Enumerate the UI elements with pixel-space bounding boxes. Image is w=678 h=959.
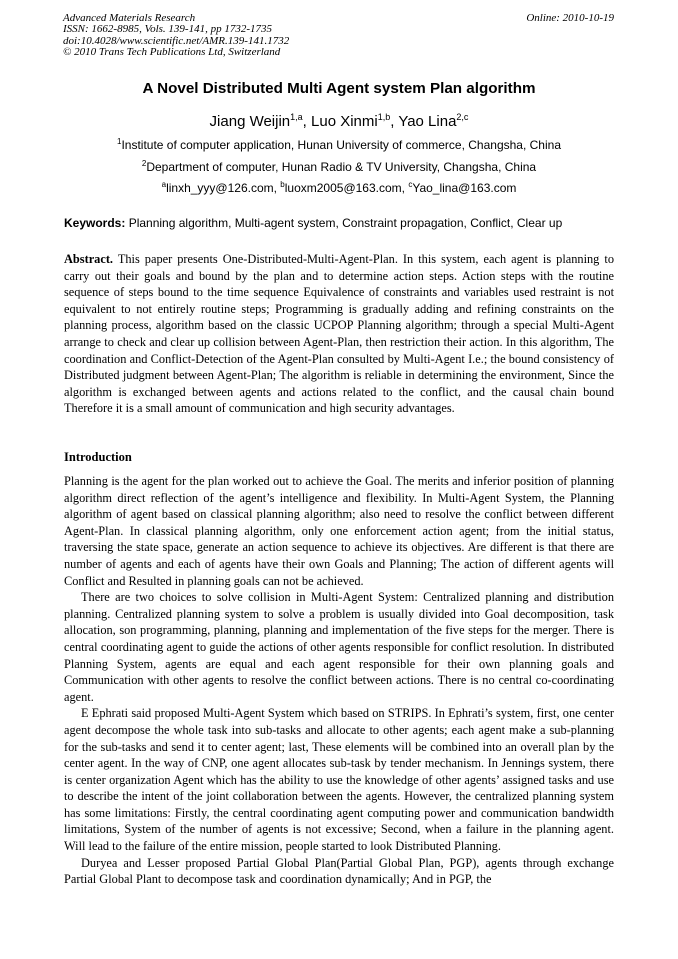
- email-mark: c: [408, 180, 413, 189]
- intro-paragraph-1: Planning is the agent for the plan worked out to achieve the Goal. The merits and inferior position of planning algorithm direct reflection of the agent’s intelligence and flexibility. In Multi-Agent System, the Planning algorithm of agent based on classical planning algorithm; also need to resolve the conflict between different Agent-Plan. In classical planning algorithm, only one enforcement action agent; from the initial status, traversing the state space, generate an action sequence to achieve its objectives. Are different is that there are number of agents and each of agents have their own Goals and Planning; The action of different agents will Conflict and Resulted in planning goals can not be achieved.: [64, 474, 614, 588]
- intro-paragraph-2: There are two choices to solve collision in Multi-Agent System: Centralized planning and distribution planning. Centralized planning system to solve a problem is usually divided into Goal decomposition, task allocation, son programming, planning, planning and implementation of the five steps for the merger. There is central coordinating agent to guide the actions of other agents responsible for conflict resolution. In distributed Planning System, agents are equal and each agent responsible for their own planning goals and Communication with other agents to resolve the conflict between actions. There is no central co-coordinating agent.: [64, 590, 614, 704]
- author-separator: ,: [390, 113, 399, 130]
- online-date: Online: 2010-10-19: [526, 12, 614, 24]
- author-affiliation-mark: 1,b: [377, 112, 391, 122]
- author-list: [0, 113, 678, 130]
- keywords-label: Keywords:: [64, 216, 126, 230]
- intro-paragraph-3: E Ephrati said proposed Multi-Agent System which based on STRIPS. In Ephrati’s system, first, one center agent decompose the whole task into sub-tasks and allocate to other agents; each agent make a sub-planning for the sub-tasks and send it to center agent; last, These elements will be combined into an overall plan by the center agent. In the way of CNP, one agent allocates sub-task by tender mechanism. In Jennings system, there is center organization Agent which has the ability to use the knowledge of other agents’ assigned tasks and use to describe the intent of the joint collaboration between the agents. However, the centralized planning system has some limitations: Firstly, the central coordinating agent computing power and communication bandwidth limitations, System of the number of agents is not excessive; Second, when a failure in the planning agent. Will lead to the failure of the entire mission, people started to look Distributed Planning.: [64, 706, 614, 854]
- journal-name: Advanced Materials Research: [63, 12, 196, 24]
- abstract-label: Abstract.: [64, 252, 114, 266]
- author-name: Luo Xinmi: [311, 113, 378, 130]
- author-name: Yao Lina: [398, 113, 457, 130]
- affiliation-mark: 1: [116, 137, 122, 146]
- doi-line: doi:10.4028/www.scientific.net/AMR.139-141.1732: [63, 34, 290, 47]
- abstract-text: This paper presents One-Distributed-Multi-Agent-Plan. In this system, each agent is planning to carry out their goals and bound by the plan and to determine action steps. Action steps with the routine sequence of steps bound to the time sequence Equivalence of constraints and variables used restraint is not equivalent to not entirely routine steps; Programming is gradually adding and refining constraints on the planning process, algorithm based on the classic UCPOP Planning algorithm; through a special Multi-Agent arrange to check and clear up collision between Agent-Plan, then restriction their action. In this algorithm, The coordination and Conflict-Detection of the Agent-Plan consulted by Multi-Agent I.e.; the bound consistency of Distributed judgment between Agent-Plan; The algorithm is reliable in determining the environment, Since the algorithm is exchanged between agents and actions related to the conflict, and the causal chain bound Therefore it is a small amount of communication and high security advantages.: [64, 252, 614, 416]
- author-separator: ,: [302, 113, 312, 130]
- email-list: [0, 181, 678, 195]
- affiliation-text: Institute of computer application, Hunan University of commerce, Changsha, China: [121, 138, 561, 152]
- introduction-heading: Introduction: [64, 450, 132, 464]
- journal-header: [63, 13, 289, 59]
- affiliation-mark: 2: [141, 159, 147, 168]
- email-link[interactable]: luoxm2005@163.com,: [284, 181, 409, 195]
- keywords-line: [64, 216, 624, 230]
- keywords-text: Planning algorithm, Multi-agent system, Constraint propagation, Conflict, Clear up: [125, 216, 563, 230]
- author-affiliation-mark: 1,a: [290, 112, 303, 122]
- affiliation-1: [0, 138, 678, 152]
- email-link[interactable]: Yao_lina@163.com: [412, 181, 517, 195]
- introduction-body: [64, 473, 614, 888]
- email-mark: a: [161, 180, 167, 189]
- intro-paragraph-4: Duryea and Lesser proposed Partial Global Plan(Partial Global Plan, PGP), agents through exchange Partial Global Plant to decompose task and coordination dynamically; And in PGP, the: [64, 855, 614, 887]
- paper-title: A Novel Distributed Multi Agent system Plan algorithm: [142, 80, 536, 97]
- copyright-line: © 2010 Trans Tech Publications Ltd, Switzerland: [63, 46, 281, 59]
- author-affiliation-mark: 2,c: [456, 112, 469, 122]
- affiliation-2: [0, 160, 678, 174]
- issn-line: ISSN: 1662-8985, Vols. 139-141, pp 1732-1735: [63, 23, 272, 36]
- author-name: Jiang Weijin: [209, 113, 291, 130]
- affiliation-text: Department of computer, Hunan Radio & TV University, Changsha, China: [146, 160, 537, 174]
- abstract-block: [64, 251, 614, 417]
- email-mark: b: [280, 180, 285, 189]
- email-link[interactable]: linxh_yyy@126.com,: [166, 181, 281, 195]
